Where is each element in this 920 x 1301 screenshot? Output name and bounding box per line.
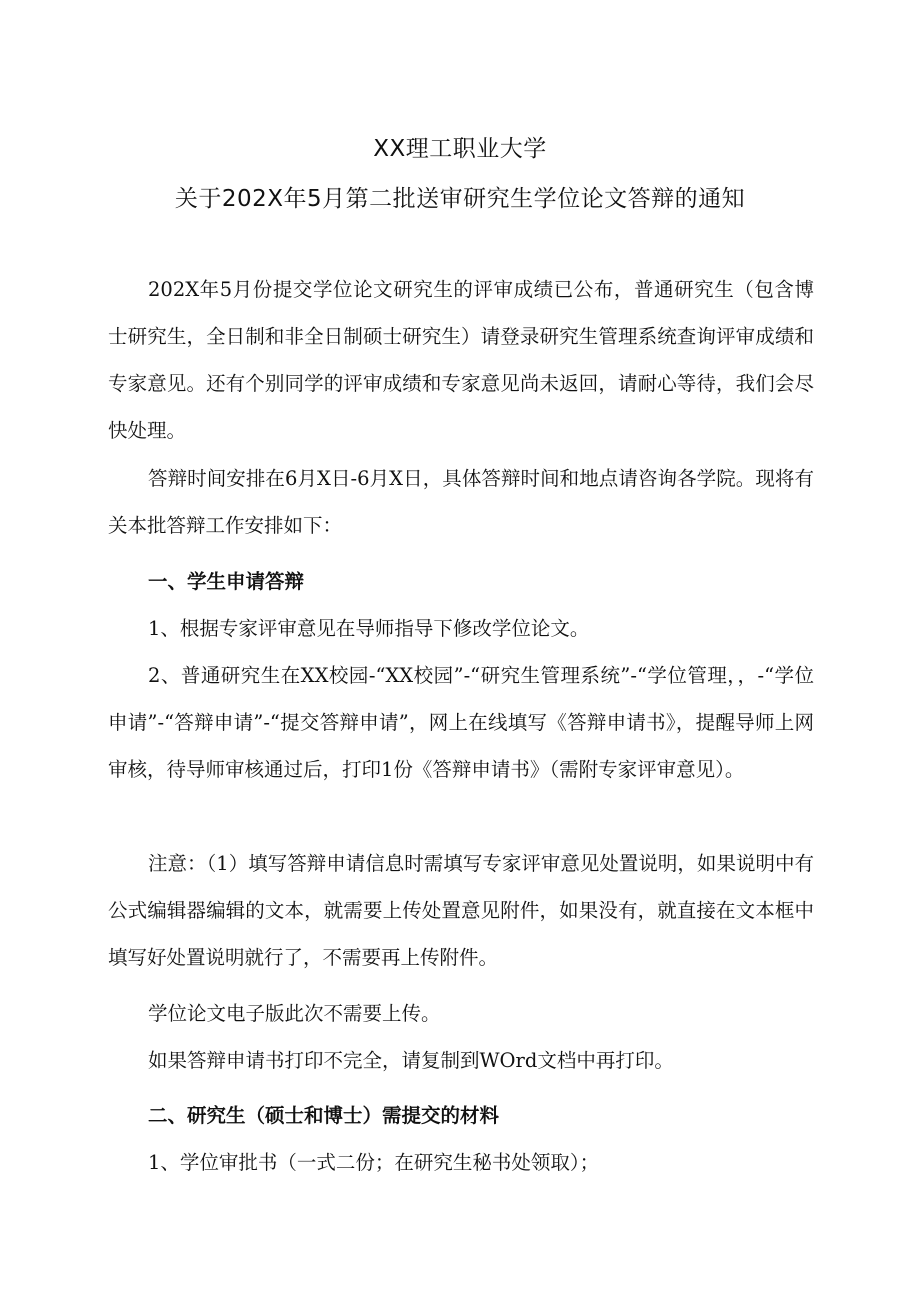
document-title-institution: XX理工职业大学 [373, 136, 547, 162]
paragraph-intro: 202X年5月份提交学位论文研究生的评审成绩已公布，普通研究生（包含博士研究生，全日制和非全日制硕士研究生）请登录研究生管理系统查询评审成绩和专家意见。还有个别同学的评审成绩和专家意见尚未返回，请耐心等待，我们会尽快处理。 [108, 278, 814, 442]
paragraph-note: 注意：（1）填写答辩申请信息时需填写专家评审意见处置说明，如果说明中有公式编辑器编辑的文本，就需要上传处置意见附件，如果没有，就直接在文本框中填写好处置说明就行了，不需要再上传附件。 [108, 852, 814, 969]
paragraph-note-print: 如果答辩申请书打印不完全，请复制到WOrd文档中再打印。 [148, 1049, 674, 1072]
section-heading-materials: 二、研究生（硕士和博士）需提交的材料 [148, 1104, 500, 1127]
paragraph-schedule: 答辩时间安排在6月X日-6月X日，具体答辩时间和地点请咨询各学院。现将有关本批答辩工作安排如下： [108, 467, 814, 537]
list-item-online-application: 2、普通研究生在XX校园-“XX校园”-“研究生管理系统”-“学位管理，，-“学位申请”-“答辩申请”-“提交答辩申请”，网上在线填写《答辩申请书》，提醒导师上网审核，待导师审核通过后，打印1份《答辩申请书》（需附专家评审意见）。 [108, 664, 814, 781]
list-item-revise: 1、根据专家评审意见在导师指导下修改学位论文。 [148, 617, 590, 640]
list-item-approval-form: 1、学位审批书（一式二份；在研究生秘书处领取）； [148, 1151, 600, 1174]
document-title-notice: 关于202X年5月第二批送审研究生学位论文答辩的通知 [174, 186, 746, 212]
paragraph-note-electronic: 学位论文电子版此次不需要上传。 [148, 1002, 441, 1025]
section-heading-apply: 一、学生申请答辩 [148, 570, 305, 593]
